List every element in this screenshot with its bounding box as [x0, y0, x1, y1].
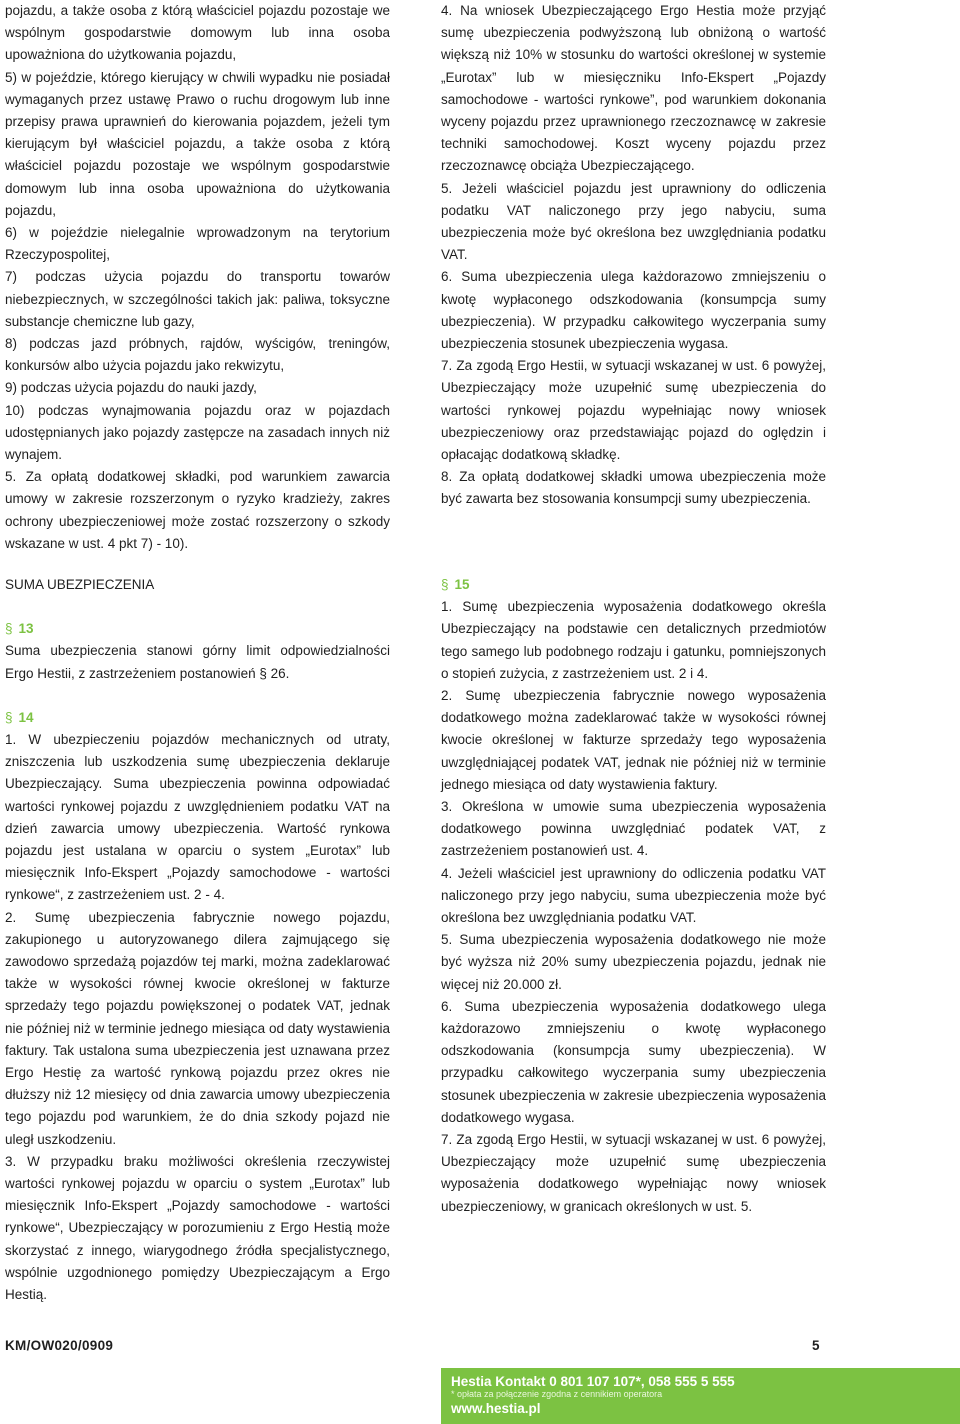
- paragraph: 8. Za opłatą dodatkowej składki umowa ubezpieczenia może być zawarta bez stosowania konsumpcji sumy ubezpieczenia.: [441, 469, 826, 507]
- paragraph: 6. Suma ubezpieczenia ulega każdorazowo zmniejszeniu o kwotę wypłaconego odszkodowania (konsumpcja sumy ubezpieczenia). W przypadku całkowitego wyczerpania sumy ubezpieczenia stosunek ubezpieczenia wygasa.: [441, 269, 826, 352]
- paragraph-heading-14: [5, 707, 390, 729]
- paragraph: 6) w pojeździe nielegalnie wprowadzonym na terytorium Rzeczypospolitej,: [5, 225, 390, 263]
- website-link[interactable]: www.hestia.pl: [451, 1401, 541, 1416]
- paragraph-heading-15: [441, 574, 826, 596]
- section-symbol: §: [5, 709, 13, 725]
- paragraph: 4. Na wniosek Ubezpieczającego Ergo Hestia może przyjąć sumę ubezpieczenia podwyższoną lub obniżoną o wartość większą niż 10% w stosunku do wartości określonej w systemie „Eurotax” lub w miesięczniku Info-Ekspert „Pojazdy samochodowe - wartości rynkowe”, pod warunkiem dokonania wyceny pojazdu przez uprawnionego rzeczoznawcę w zakresie techniki samochodowej. Koszt wyceny pojazdu przez rzeczoznawcę obciąża Ubezpieczającego.: [441, 3, 826, 174]
- paragraph: 5. Za opłatą dodatkowej składki, pod warunkiem zawarcia umowy w zakresie rozszerzonym o ryzyko kradzieży, zakres ochrony ubezpieczeniowej może zostać rozszerzony o szkody wskazane w ust. 4 pkt 7) - 10).: [5, 469, 390, 551]
- paragraph-number: 15: [454, 577, 470, 592]
- contact-phone: Hestia Kontakt 0 801 107 107*, 058 555 5 555: [451, 1374, 735, 1389]
- paragraph: 5. Suma ubezpieczenia wyposażenia dodatkowego nie może być wyższa niż 20% sumy ubezpieczenia pojazdu, jednak nie więcej niż 20.000 zł.: [441, 932, 826, 992]
- contact-box: [441, 1368, 960, 1424]
- paragraph: 1. W ubezpieczeniu pojazdów mechanicznych od utraty, zniszczenia lub uszkodzenia sumę ubezpieczenia deklaruje Ubezpieczający. Suma ubezpieczenia powinna odpowiadać wartości rynkowej pojazdu z uwzględnieniem podatku VAT na dzień zawarcia umowy ubezpieczenia. Wartość rynkowa pojazdu jest ustalana w oparciu o system „Eurotax” lub miesięcznik Info-Ekspert „Pojazdy samochodowe - wartości rynkowe“, z zastrzeżeniem ust. 2 - 4.: [5, 732, 390, 903]
- paragraph-heading-13: [5, 618, 390, 640]
- paragraph: 7. Za zgodą Ergo Hestii, w sytuacji wskazanej w ust. 6 powyżej, Ubezpieczający może uzupełnić sumę ubezpieczenia wyposażenia dodatkowego wypełniając nowy wniosek ubezpieczeniowy, w granicach określonych w ust. 5.: [441, 1132, 826, 1214]
- section-symbol: §: [5, 621, 13, 637]
- document-code: KM/OW020/0909: [5, 1338, 114, 1353]
- paragraph: 2. Sumę ubezpieczenia fabrycznie nowego pojazdu, zakupionego u autoryzowanego dilera zajmującego się zawodowo sprzedażą pojazdów tej marki, można zadeklarować także w wysokości równej kwocie określonej w fakturze sprzedaży tego pojazdu powiększonej o podatek VAT, jednak nie później niż w terminie jednego miesiąca od daty wystawienia faktury. Tak ustalona suma ubezpieczenia jest uznawana przez Ergo Hestię za wartość rynkową pojazdu przez okres nie dłuższy niż 12 miesięcy od dnia zawarcia umowy ubezpieczenia tego pojazdu pod warunkiem, że do dnia szkody pojazd nie uległ uszkodzeniu.: [5, 909, 390, 1147]
- section-title: SUMA UBEZPIECZENIA: [5, 577, 155, 592]
- paragraph: Suma ubezpieczenia stanowi górny limit odpowiedzialności Ergo Hestii, z zastrzeżeniem postanowień § 26.: [5, 643, 390, 681]
- page-number: 5: [812, 1338, 820, 1353]
- paragraph: 8) podczas jazd próbnych, rajdów, wyścigów, treningów, konkursów albo użycia pojazdu jako rekwizytu,: [5, 336, 390, 374]
- paragraph: 9) podczas użycia pojazdu do nauki jazdy,: [5, 380, 257, 396]
- right-column-top: [441, 0, 826, 511]
- paragraph: 10) podczas wynajmowania pojazdu oraz w pojazdach udostępnianych jako pojazdy zastępcze na zasadach innych niż wynajem.: [5, 402, 390, 463]
- paragraph-number: 13: [18, 621, 34, 637]
- paragraph: 7. Za zgodą Ergo Hestii, w sytuacji wskazanej w ust. 6 powyżej, Ubezpieczający może uzupełnić sumę ubezpieczenia do wartości rynkowej pojazdu wypełniając nowy wniosek ubezpieczeniowy oraz przedstawiając pojazd do oględzin i opłacając dodatkową składkę.: [441, 358, 826, 463]
- paragraph: 7) podczas użycia pojazdu do transportu towarów niebezpiecznych, w szczególności takich jak: paliwa, toksyczne substancje chemiczne lub gazy,: [5, 269, 390, 329]
- contact-note: * opłata za połączenie zgodna z cennikiem operatora: [451, 1389, 663, 1399]
- paragraph: 3. W przypadku braku możliwości określenia rzeczywistej wartości rynkowej pojazdu w oparciu o system „Eurotax” lub miesięcznik Info-Ekspert „Pojazdy samochodowe - wartości rynkowe“, Ubezpieczający w porozumieniu z Ergo Hestią może skorzystać z innego, wiarygodnego źródła specjalistycznego, wspólnie uzgodnionego pomiędzy Ubezpieczającym a Ergo Hestią.: [5, 1153, 390, 1303]
- paragraph: 5) w pojeździe, którego kierujący w chwili wypadku nie posiadał wymaganych przez ustawę Prawo o ruchu drogowym lub inne przepisy prawa uprawnień do kierowania pojazdem, jeżeli tym kierującym był właściciel pojazdu, a także osoba z którą właściciel pojazdu pozostaje we wspólnym gospodarstwie domowym lub inna osoba upoważniona do użytkowania pojazdu,: [5, 69, 390, 218]
- section-symbol: §: [441, 577, 449, 592]
- paragraph: 5. Jeżeli właściciel pojazdu jest uprawniony do odliczenia podatku VAT naliczonego przy jego nabyciu, suma ubezpieczenia może być określona bez uwzględniania podatku VAT.: [441, 180, 826, 263]
- paragraph-number: 14: [18, 709, 34, 725]
- left-column-bottom: [5, 574, 390, 1306]
- paragraph: 3. Określona w umowie suma ubezpieczenia wyposażenia dodatkowego powinna uwzględniać podatek VAT, z zastrzeżeniem postanowień ust. 4.: [441, 799, 826, 859]
- paragraph: 4. Jeżeli właściciel jest uprawniony do odliczenia podatku VAT naliczonego przy jego nabyciu, suma ubezpieczenia może być określona bez uwzględniania podatku VAT.: [441, 865, 826, 926]
- paragraph: 2. Sumę ubezpieczenia fabrycznie nowego wyposażenia dodatkowego można zadeklarować także w wysokości równej kwocie określonej w fakturze sprzedaży tego wyposażenia uwzględniającej podatek VAT, jednak nie później niż w terminie jednego miesiąca od daty wystawienia faktury.: [441, 688, 826, 792]
- paragraph: 1. Sumę ubezpieczenia wyposażenia dodatkowego określa Ubezpieczający na podstawie cen detalicznych przedmiotów tego samego lub podobnego rodzaju i gatunku, pomniejszonych o stopień zużycia, z zastrzeżeniem ust. 2 i 4.: [441, 599, 826, 681]
- left-column-top: [5, 0, 390, 555]
- right-column-bottom: [441, 574, 826, 1218]
- paragraph: 6. Suma ubezpieczenia wyposażenia dodatkowego ulega każdorazowo zmniejszeniu o kwotę wypłaconego odszkodowania (konsumpcja sumy ubezpieczenia). W przypadku całkowitego wyczerpania sumy ubezpieczenia stosunek ubezpieczenia w zakresie ubezpieczenia wyposażenia dodatkowego wygasa.: [441, 998, 826, 1125]
- paragraph: pojazdu, a także osoba z którą właściciel pojazdu pozostaje we wspólnym gospodarstwie domowym lub inna osoba upoważniona do użytkowania pojazdu,: [5, 3, 390, 63]
